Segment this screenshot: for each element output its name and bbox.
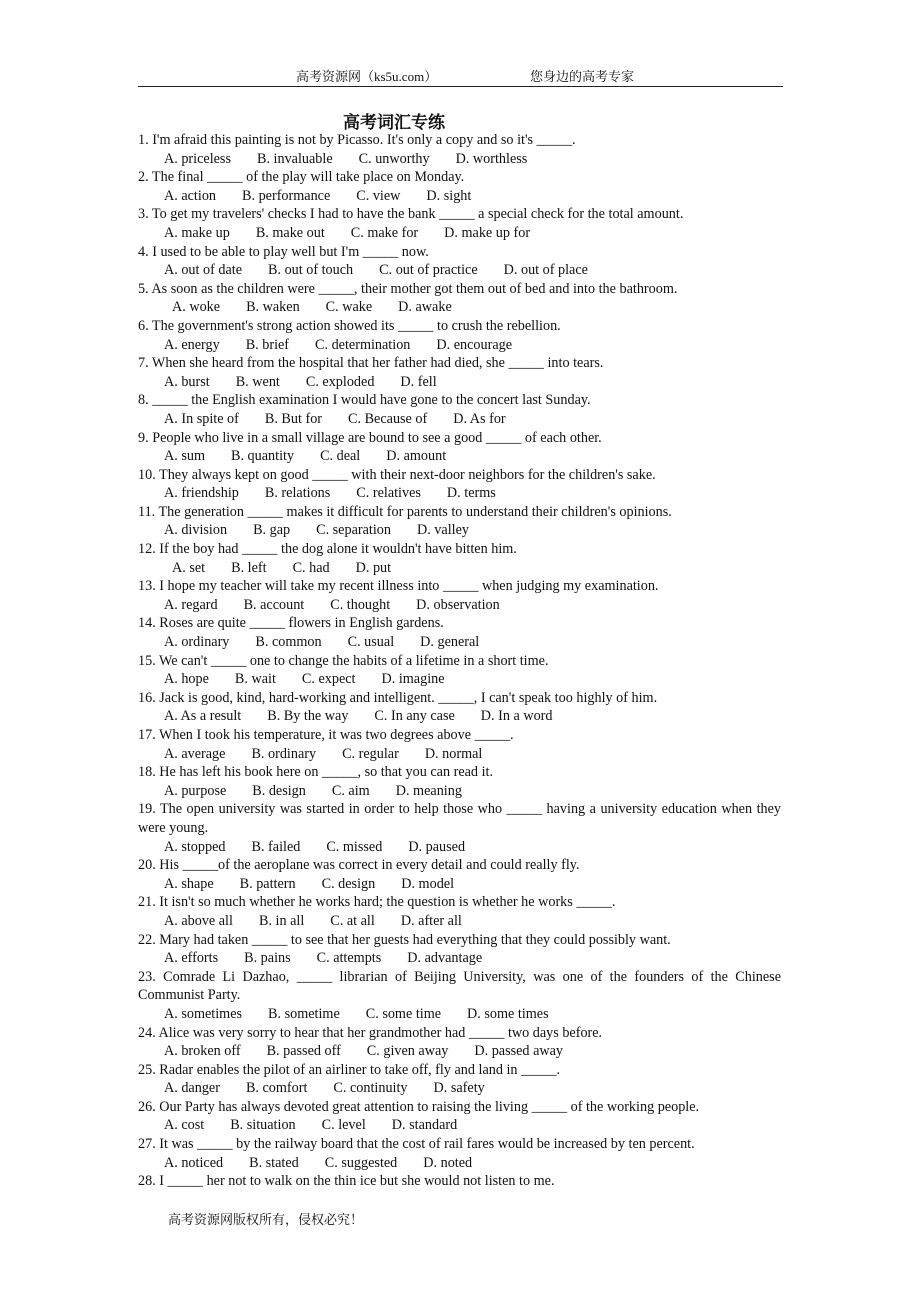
question-options: [138, 336, 781, 355]
option-c: C. make for: [350, 224, 419, 241]
option-b: B. invaluable: [256, 150, 333, 167]
option-d: D. sight: [426, 187, 472, 204]
question-stem: 4. I used to be able to play well but I'm _____ now.: [138, 243, 429, 260]
option-c: C. level: [321, 1117, 366, 1134]
question-options: [138, 707, 781, 726]
question-stem: 1. I'm afraid this painting is not by Picasso. It's only a copy and so it's _____.: [138, 132, 576, 148]
question-options: [138, 447, 781, 466]
question-options: [138, 261, 781, 280]
option-b: B. wait: [234, 671, 276, 688]
option-d: D. meaning: [395, 782, 462, 799]
option-a: A. action: [164, 187, 217, 204]
option-c: C. unworthy: [358, 150, 430, 167]
option-b: B. sometime: [268, 1005, 340, 1022]
option-a: A. woke: [172, 299, 221, 316]
option-a: A. broken off: [164, 1043, 241, 1060]
option-a: A. out of date: [164, 262, 243, 279]
question-options: [138, 912, 781, 931]
option-d: D. terms: [446, 485, 496, 502]
option-c: C. deal: [320, 448, 361, 465]
option-d: D. imagine: [381, 671, 445, 688]
question-options: [138, 670, 781, 689]
option-d: D. standard: [391, 1117, 458, 1134]
option-d: D. As for: [453, 410, 506, 427]
option-a: A. stopped: [164, 838, 226, 855]
option-b: B. comfort: [245, 1080, 308, 1097]
option-b: B. design: [252, 782, 306, 799]
question-options: [138, 1154, 781, 1173]
question-stem: 16. Jack is good, kind, hard-working and intelligent. _____, I can't speak too highly of him.: [138, 689, 658, 706]
question-stem: 7. When she heard from the hospital that her father had died, she _____ into tears.: [138, 355, 604, 372]
page-header: [138, 64, 783, 87]
page-title: 高考词汇专练: [343, 113, 445, 132]
option-a: A. hope: [164, 671, 209, 688]
option-c: C. out of practice: [379, 262, 478, 279]
header-slogan: 您身边的高考专家: [530, 69, 635, 84]
question-options: [138, 745, 781, 764]
option-d: D. fell: [400, 373, 437, 390]
option-d: D. put: [355, 559, 392, 576]
option-b: B. gap: [253, 522, 291, 539]
option-b: B. By the way: [267, 708, 349, 725]
option-d: D. safety: [433, 1080, 485, 1097]
option-a: A. noticed: [164, 1154, 224, 1171]
option-c: C. usual: [347, 634, 395, 651]
question-stem: 17. When I took his temperature, it was two degrees above _____.: [138, 727, 514, 743]
question-options: [138, 875, 781, 894]
option-b: B. relations: [264, 485, 331, 502]
question-stem: 15. We can't _____ one to change the habits of a lifetime in a short time.: [138, 652, 549, 669]
question-stem: 13. I hope my teacher will take my recent illness into _____ when judging my examination.: [138, 578, 659, 595]
option-c: C. thought: [330, 596, 391, 613]
question-options: [138, 1042, 781, 1061]
option-d: D. advantage: [407, 950, 483, 967]
option-c: C. separation: [316, 522, 391, 539]
question-options: [138, 949, 781, 968]
option-d: D. passed away: [474, 1043, 564, 1060]
option-c: C. missed: [326, 838, 383, 855]
question-options: [138, 484, 781, 503]
option-d: D. after all: [400, 912, 462, 929]
option-d: D. make up for: [444, 224, 531, 241]
option-d: D. amount: [386, 448, 447, 465]
option-b: B. left: [231, 559, 267, 576]
question-stem: 6. The government's strong action showed its _____ to crush the rebellion.: [138, 317, 561, 334]
option-a: A. purpose: [164, 782, 227, 799]
question-options: [138, 596, 781, 615]
question-stem: 12. If the boy had _____ the dog alone it wouldn't have bitten him.: [138, 541, 517, 558]
question-options: [138, 782, 781, 801]
option-d: D. general: [420, 634, 480, 651]
question-options: [138, 838, 781, 857]
option-b: B. passed off: [266, 1043, 341, 1060]
question-stem: 23. Comrade Li Dazhao, _____ librarian of Beijing University, was one of the founders of the Chinese Communist Party.: [138, 968, 781, 1004]
question-stem: 21. It isn't so much whether he works hard; the question is whether he works _____.: [138, 894, 616, 911]
option-b: B. common: [255, 634, 322, 651]
option-c: C. continuity: [333, 1080, 408, 1097]
option-d: D. paused: [408, 838, 466, 855]
header-site-name: 高考资源网（ks5u.com）: [296, 69, 438, 84]
option-a: A. make up: [164, 224, 230, 241]
option-a: A. In spite of: [164, 410, 239, 427]
option-a: A. set: [172, 559, 206, 576]
option-a: A. above all: [164, 912, 233, 929]
question-stem: 5. As soon as the children were _____, their mother got them out of bed and into the bathroom.: [138, 280, 678, 297]
question-stem: 14. Roses are quite _____ flowers in English gardens.: [138, 615, 444, 632]
question-stem: 2. The final _____ of the play will take place on Monday.: [138, 169, 465, 186]
option-c: C. expect: [301, 671, 356, 688]
option-a: A. cost: [164, 1117, 205, 1134]
option-d: D. out of place: [503, 262, 588, 279]
option-d: D. observation: [416, 596, 500, 613]
option-c: C. wake: [325, 299, 373, 316]
question-options: [138, 521, 781, 540]
option-c: C. relatives: [356, 485, 421, 502]
option-c: C. had: [292, 559, 330, 576]
question-options: [138, 224, 781, 243]
option-a: A. sum: [164, 448, 205, 465]
option-d: D. valley: [416, 522, 469, 539]
option-d: D. normal: [424, 745, 483, 762]
option-b: B. brief: [245, 336, 290, 353]
option-b: B. pains: [244, 950, 291, 967]
question-stem: 28. I _____ her not to walk on the thin ice but she would not listen to me.: [138, 1173, 555, 1190]
option-b: B. make out: [255, 224, 325, 241]
option-a: A. friendship: [164, 485, 239, 502]
option-b: B. out of touch: [268, 262, 354, 279]
option-c: C. regular: [342, 745, 399, 762]
option-b: B. But for: [264, 410, 323, 427]
option-b: B. failed: [251, 838, 301, 855]
question-stem: 19. The open university was started in order to help those who _____ having a university education when they were young.: [138, 801, 781, 836]
option-c: C. Because of: [348, 410, 428, 427]
question-options: [138, 1005, 781, 1024]
option-a: A. danger: [164, 1080, 220, 1097]
option-c: C. exploded: [305, 373, 375, 390]
question-stem: 22. Mary had taken _____ to see that her guests had everything that they could possibly want.: [138, 931, 671, 948]
page-footer: 高考资源网版权所有，侵权必究！: [168, 1212, 364, 1227]
option-c: C. given away: [366, 1043, 449, 1060]
question-stem: 18. He has left his book here on _____, so that you can read it.: [138, 764, 493, 781]
option-b: B. in all: [258, 912, 305, 929]
option-d: D. awake: [398, 299, 452, 316]
option-d: D. worthless: [455, 150, 528, 167]
question-stem: 26. Our Party has always devoted great attention to raising the living _____ of the working people.: [138, 1098, 700, 1115]
option-b: B. ordinary: [251, 745, 317, 762]
option-c: C. aim: [331, 782, 370, 799]
option-b: B. quantity: [231, 448, 295, 465]
option-b: B. pattern: [239, 875, 296, 892]
question-options: [138, 633, 781, 652]
option-a: A. average: [164, 745, 226, 762]
question-stem: 10. They always kept on good _____ with their next-door neighbors for the children's sake.: [138, 466, 656, 483]
option-c: C. some time: [365, 1005, 442, 1022]
question-options: [138, 1079, 781, 1098]
question-list: [138, 131, 781, 1191]
option-a: A. efforts: [164, 950, 219, 967]
option-b: B. waken: [246, 299, 300, 316]
option-a: A. shape: [164, 875, 214, 892]
question-stem: 9. People who live in a small village are bound to see a good _____ of each other.: [138, 429, 602, 446]
option-c: C. determination: [315, 336, 411, 353]
option-b: B. performance: [242, 187, 331, 204]
question-options: [138, 410, 781, 429]
question-stem: 27. It was _____ by the railway board that the cost of rail fares would be increased by ten percent.: [138, 1136, 695, 1153]
option-c: C. at all: [330, 912, 375, 929]
option-d: D. noted: [423, 1154, 473, 1171]
option-a: A. regard: [164, 596, 218, 613]
question-stem: 8. _____ the English examination I would have gone to the concert last Sunday.: [138, 392, 591, 409]
option-a: A. priceless: [164, 150, 231, 167]
question-stem: 20. His _____of the aeroplane was correct in every detail and could really fly.: [138, 857, 580, 874]
question-options: [138, 298, 781, 317]
question-options: [138, 187, 781, 206]
question-stem: 24. Alice was very sorry to hear that her grandmother had _____ two days before.: [138, 1024, 603, 1041]
option-d: D. model: [401, 875, 455, 892]
question-options: [138, 373, 781, 392]
option-d: D. encourage: [436, 336, 513, 353]
option-a: A. ordinary: [164, 634, 230, 651]
option-c: C. suggested: [324, 1154, 398, 1171]
question-stem: 3. To get my travelers' checks I had to have the bank _____ a special check for the total amount.: [138, 206, 684, 223]
option-b: B. situation: [230, 1117, 296, 1134]
option-a: A. sometimes: [164, 1005, 243, 1022]
option-b: B. went: [235, 373, 280, 390]
option-b: B. stated: [249, 1154, 299, 1171]
question-stem: 25. Radar enables the pilot of an airliner to take off, fly and land in _____.: [138, 1061, 561, 1078]
option-d: D. In a word: [480, 708, 553, 725]
option-b: B. account: [243, 596, 305, 613]
option-c: C. In any case: [374, 708, 455, 725]
option-a: A. energy: [164, 336, 220, 353]
option-a: A. As a result: [164, 708, 242, 725]
option-c: C. design: [321, 875, 376, 892]
question-stem: 11. The generation _____ makes it difficult for parents to understand their children's opinions.: [138, 503, 672, 520]
option-c: C. view: [356, 187, 401, 204]
question-options: [138, 559, 781, 578]
option-d: D. some times: [467, 1005, 549, 1022]
option-a: A. division: [164, 522, 228, 539]
question-options: [138, 150, 781, 169]
option-c: C. attempts: [316, 950, 382, 967]
option-a: A. burst: [164, 373, 210, 390]
question-options: [138, 1116, 781, 1135]
